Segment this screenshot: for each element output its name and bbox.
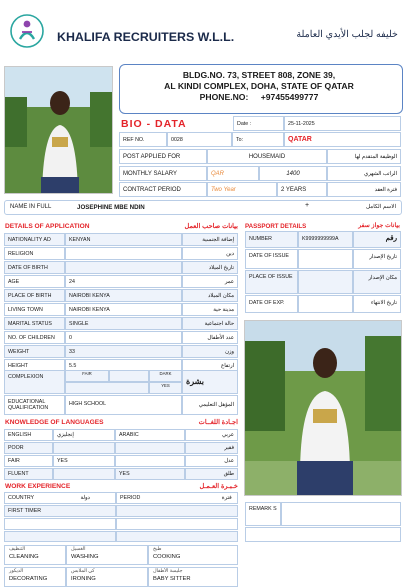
work-section-title: WORK EXPERIENCE (5, 483, 71, 490)
address-line-2: AL KINDI COMPLEX, DOHA, STATE OF QATAR (164, 81, 354, 91)
complexion-fair: FAIR (65, 370, 109, 382)
work-country-label-text: COUNTRY (8, 495, 34, 501)
work-first-timer-period (116, 505, 238, 517)
application-row-value (65, 247, 182, 260)
passport-issue-date-label: DATE OF ISSUE (245, 249, 298, 269)
post-label: POST APPLIED FOR (119, 149, 207, 164)
work-section-title-arabic: خـبـرة العـمـل (199, 483, 238, 490)
name-value: JOSEPHINE MBE NDIN (77, 204, 145, 211)
work-period-label-arabic: فترة (221, 495, 232, 501)
application-row-label-arabic: إضافة الجنسية (182, 233, 238, 246)
remarks-value (281, 502, 401, 526)
application-row-label: NO. OF CHILDREN (4, 331, 65, 344)
skill-label: CLEANING (9, 553, 39, 560)
remarks-extra (245, 527, 401, 542)
salary-label: MONTHLY SALARY (119, 166, 207, 181)
application-row-label: MARITAL STATUS (4, 317, 65, 330)
candidate-photo (4, 66, 113, 194)
skill-cell (4, 567, 66, 587)
name-plus: + (305, 202, 310, 209)
salary-label-arabic: الراتب الشهري (327, 166, 401, 181)
application-row-value: 0 (65, 331, 182, 344)
work-row-blank-2 (4, 531, 116, 542)
skill-cell (148, 567, 238, 587)
application-row-label-arabic: عمر (182, 275, 238, 288)
phone-line (119, 92, 399, 102)
ref-value: 0028 (167, 132, 232, 147)
application-row-label-arabic: ارتفاع (182, 359, 238, 372)
language-level-label-arabic: طلق (185, 468, 238, 480)
skill-label: WASHING (71, 553, 99, 560)
education-value: HIGH SCHOOL (65, 395, 182, 415)
language-english-level (53, 442, 115, 454)
language-arabic-level: YES (115, 468, 185, 480)
remarks-label: REMARK S (245, 502, 281, 526)
language-arabic-label: ARABIC (115, 429, 185, 441)
application-row-label: AGE (4, 275, 65, 288)
to-label: To: (232, 132, 284, 147)
skill-cell (66, 545, 148, 565)
contract-label-arabic: فترة العقد (327, 182, 401, 197)
language-level-label: POOR (4, 442, 53, 454)
application-row-label: LIVING TOWN (4, 303, 65, 316)
work-period-label (116, 492, 238, 504)
skill-label-arabic: التنظيف (9, 547, 26, 552)
passport-expiry-label: DATE OF EXP. (245, 295, 298, 313)
language-arabic-level (115, 455, 185, 467)
application-row-label-arabic: حالة اجتماعية (182, 317, 238, 330)
date-value: 25-11-2025 (284, 116, 401, 131)
application-row-label-arabic: مدينة حية (182, 303, 238, 316)
application-row-label-arabic: دين (182, 247, 238, 260)
salary-value: 1400 (259, 166, 327, 181)
languages-section-title: KNOWLEDGE OF LANGUAGES (5, 419, 104, 426)
work-country-label (4, 492, 116, 504)
language-english-level: YES (53, 455, 115, 467)
passport-number-label-arabic: رقم (353, 231, 401, 248)
language-level-label-arabic: فقير (185, 442, 238, 454)
application-row-value: 33 (65, 345, 182, 358)
phone-number: +97455499777 (260, 92, 319, 102)
skill-cell (4, 545, 66, 565)
passport-section-title: PASSPORT DETAILS (245, 223, 307, 230)
work-first-timer: FIRST TIMER (4, 505, 116, 517)
application-row-value (65, 261, 182, 274)
language-english-label: ENGLISH (4, 429, 53, 441)
company-logo (9, 13, 45, 49)
skill-label-arabic: طبخ (153, 547, 162, 552)
application-row-label-arabic: مكان الميلاد (182, 289, 238, 302)
company-name-arabic: خليفه لجلب الأيدي العاملة (296, 29, 398, 40)
application-row-label: PLACE OF BIRTH (4, 289, 65, 302)
application-row-label-arabic: وزن (182, 345, 238, 358)
passport-number-label: NUMBER (245, 231, 298, 248)
skill-cell (66, 567, 148, 587)
phone-label: PHONE.NO: (199, 92, 249, 102)
language-english-label-arabic: إنجليزي (53, 429, 115, 441)
skill-label-arabic: الغسيل (71, 547, 86, 552)
logo-figure-icon (9, 13, 45, 49)
skill-label-arabic: كي الملابس (71, 569, 95, 574)
application-row-value: KENYAN (65, 233, 182, 246)
work-row-blank-1-period (116, 518, 238, 530)
application-row-label: NATIONALITY AD (4, 233, 65, 246)
ref-label: REF NO. (119, 132, 167, 147)
application-row-label: RELIGION (4, 247, 65, 260)
passport-section-title-arabic: بيانات جواز سفر (358, 222, 400, 229)
application-row-value: 5.5 (65, 359, 182, 372)
date-label: Date : (233, 116, 284, 131)
application-row-label: DATE OF BIRTH (4, 261, 65, 274)
application-row-value: SINGLE (65, 317, 182, 330)
complexion-dark: DARK (149, 370, 182, 382)
language-arabic-label-arabic: عربي (185, 429, 238, 441)
work-row-blank-2-period (116, 531, 238, 542)
education-label-arabic: المؤهل التعليمي (182, 395, 238, 415)
contract-value: 2 YEARS (277, 182, 327, 197)
passport-issue-place-value (298, 270, 353, 294)
skill-label: IRONING (71, 575, 96, 582)
skill-label: DECORATING (9, 575, 48, 582)
work-country-label-arabic: دولة (80, 495, 90, 501)
address-line-1: BLDG.NO. 73, STREET 808, ZONE 39, (182, 70, 336, 80)
to-value: QATAR (284, 132, 401, 147)
skill-cell (148, 545, 238, 565)
application-row-label: WEIGHT (4, 345, 65, 358)
work-period-label-text: PERIOD (120, 495, 141, 501)
application-row-value: NAIROBI KENYA (65, 289, 182, 302)
skill-label-arabic: الديكور (9, 569, 24, 574)
skill-label: COOKING (153, 553, 181, 560)
passport-number-value: K9999999999A (298, 231, 353, 248)
work-row-blank-1 (4, 518, 116, 530)
passport-expiry-label-arabic: تاريخ الانتهاء (353, 295, 401, 313)
language-arabic-level (115, 442, 185, 454)
application-row-value: 24 (65, 275, 182, 288)
candidate-full-photo (244, 320, 402, 496)
application-section-title: DETAILS OF APPLICATION (5, 223, 90, 230)
skill-label: BABY SITTER (153, 575, 191, 582)
complexion-fair-blank (65, 382, 149, 394)
application-row-value: NAIROBI KENYA (65, 303, 182, 316)
application-row-label-arabic: تاريخ الميلاد (182, 261, 238, 274)
language-level-label: FLUENT (4, 468, 53, 480)
post-value: HOUSEMAID (207, 149, 327, 164)
passport-issue-place-label-arabic: مكان الإصدار (353, 270, 401, 294)
bio-data-title: BIO - DATA (121, 118, 187, 130)
contract-english: Two Year (207, 182, 277, 197)
contract-label: CONTRACT PERIOD (119, 182, 207, 197)
passport-expiry-value (298, 295, 353, 313)
skill-label-arabic: جليسة الأطفال (153, 569, 183, 574)
language-level-label-arabic: عدل (185, 455, 238, 467)
name-label: NAME IN FULL (10, 204, 52, 210)
passport-issue-date-value (298, 249, 353, 269)
complexion-label: COMPLEXION (4, 370, 65, 394)
passport-issue-place-label: PLACE OF ISSUE (245, 270, 298, 294)
education-label: EDUCATIONAL QUALIFICATION (4, 395, 65, 415)
language-level-label: FAIR (4, 455, 53, 467)
language-english-level (53, 468, 115, 480)
company-name: KHALIFA RECRUITERS W.L.L. (57, 30, 235, 44)
application-row-label: HEIGHT (4, 359, 65, 372)
complexion-dark-value: YES (149, 382, 182, 394)
salary-currency: QAR (207, 166, 259, 181)
application-row-label-arabic: عدد الأطفال (182, 331, 238, 344)
post-label-arabic: الوظيفة المتقدم لها (327, 149, 401, 164)
languages-section-title-arabic: اجـادة اللغــات (198, 419, 238, 426)
complexion-label-arabic: بشرة (182, 370, 238, 394)
application-section-title-arabic: بيانات صاحب العمل (184, 223, 238, 230)
complexion-fair-value (109, 370, 149, 382)
name-label-arabic: الاسم الكامل (366, 204, 396, 210)
passport-issue-date-label-arabic: تاريخ الإصدار (353, 249, 401, 269)
